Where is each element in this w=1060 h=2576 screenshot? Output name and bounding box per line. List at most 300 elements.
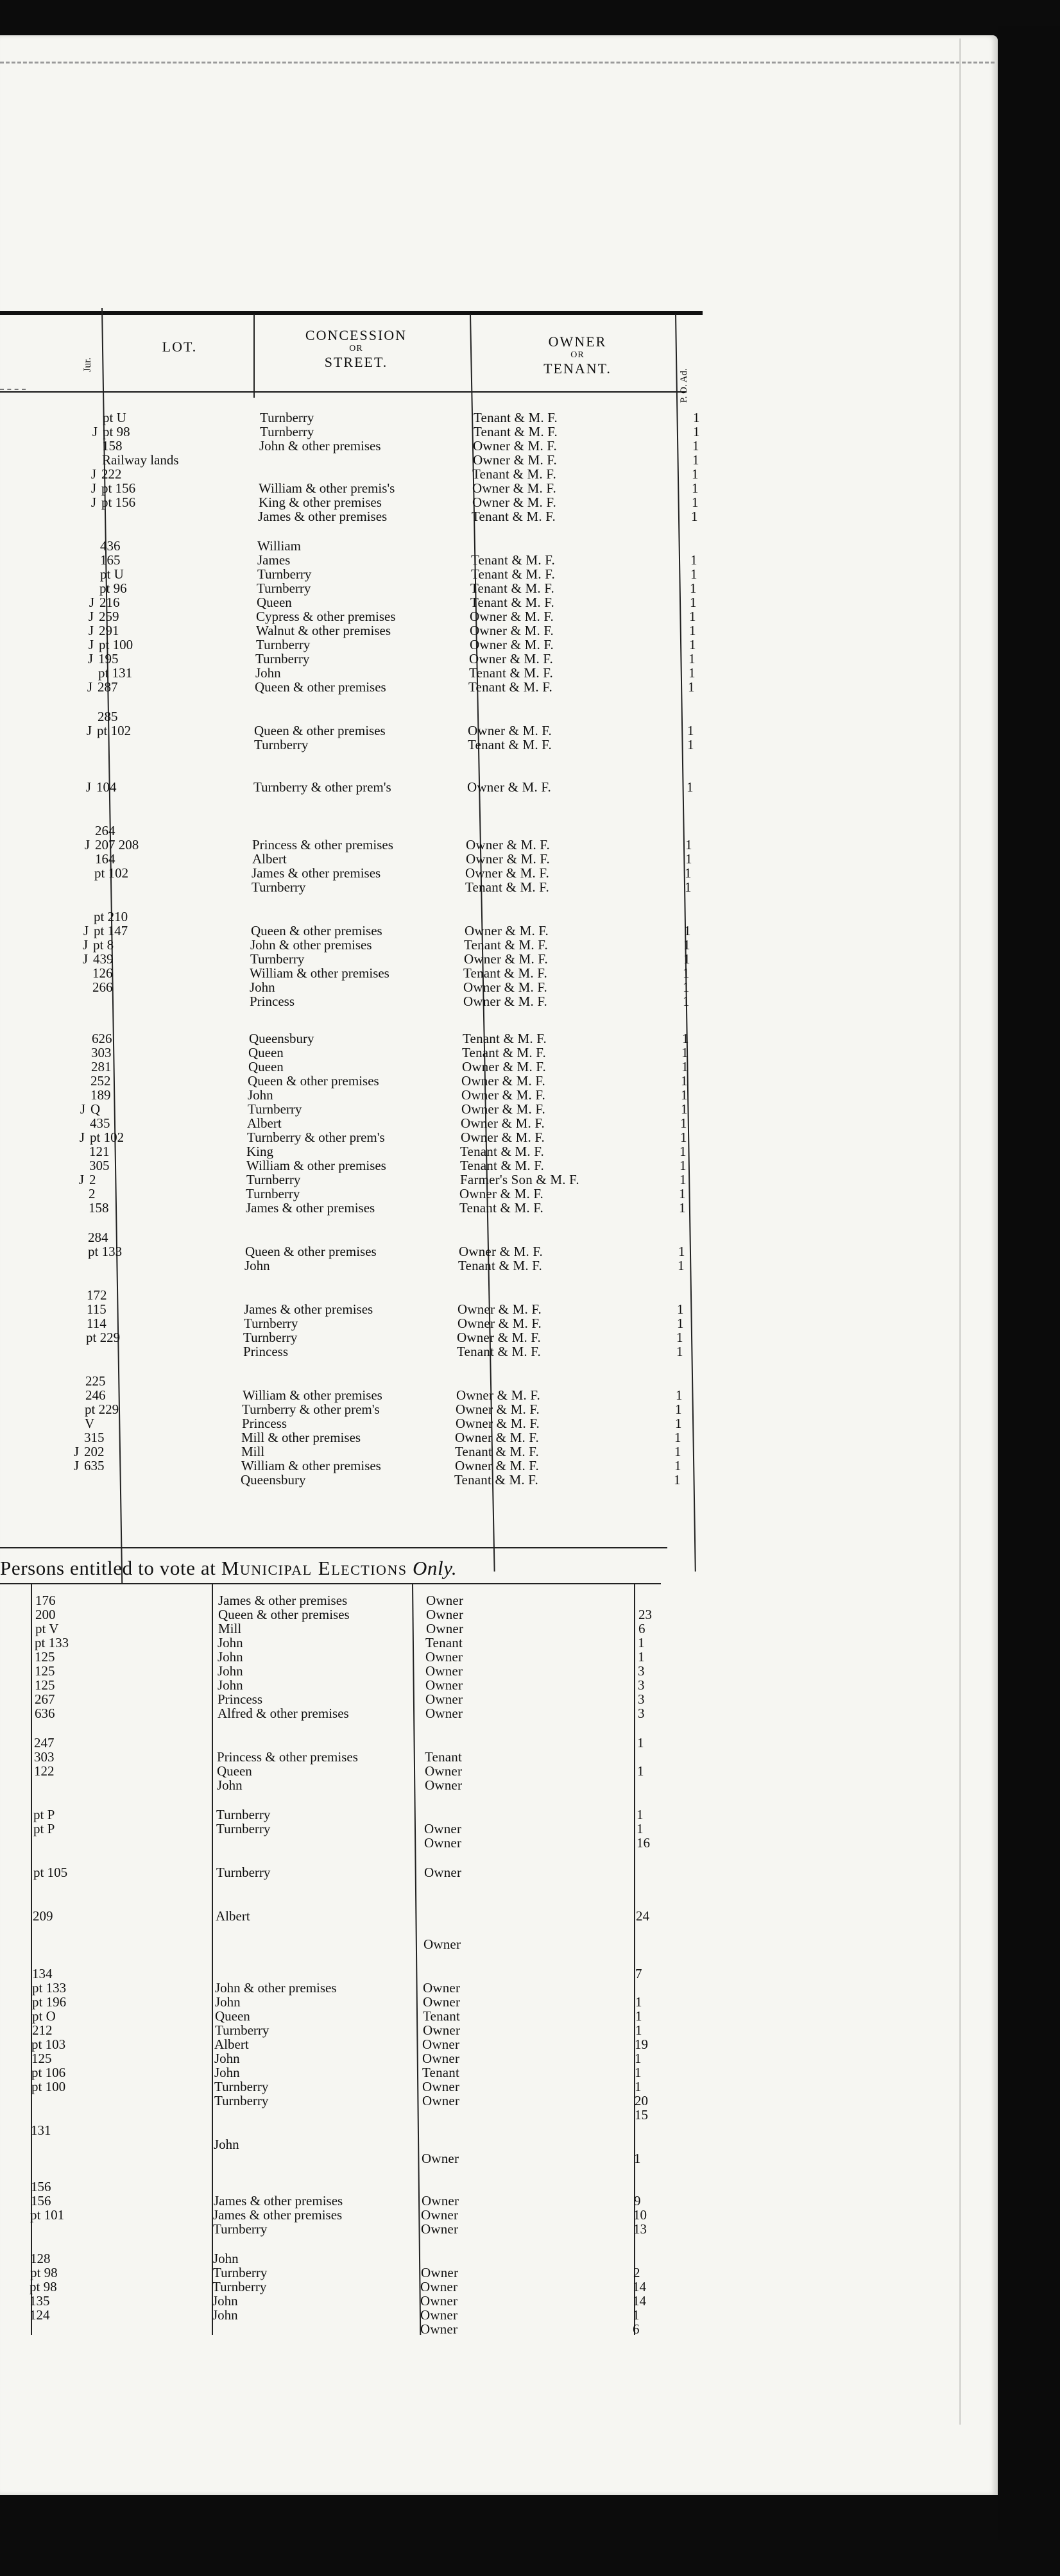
owner-tenant: Tenant	[425, 1749, 463, 1765]
lot-number: pt 131	[98, 665, 133, 681]
po-address: 1	[680, 1172, 687, 1187]
street-name: Princess	[242, 1416, 287, 1431]
po-address: 1	[692, 452, 699, 468]
lot-number: 164	[95, 851, 115, 867]
street-header-line2: STREET.	[324, 354, 388, 370]
street-name: Queen	[248, 1045, 284, 1060]
owner-tenant: Owner & M. F.	[456, 1402, 540, 1417]
lot-number: 305	[89, 1158, 110, 1173]
lot-number: pt V	[35, 1621, 59, 1636]
street-name: Mill	[218, 1621, 242, 1636]
lot-number: pt 98	[30, 2265, 58, 2280]
owner-tenant: Owner & M. F.	[468, 723, 552, 738]
po-address: 24	[636, 1908, 649, 1924]
street-name: John	[255, 665, 281, 681]
street-name: Turnberry	[214, 2093, 269, 2108]
po-address: 1	[691, 509, 698, 524]
street-name: John	[214, 2051, 240, 2066]
po-address: 14	[633, 2293, 646, 2309]
owner-tenant: Owner	[425, 1663, 463, 1679]
po-address: 1	[674, 1458, 681, 1473]
street-name: John	[218, 1677, 243, 1693]
heading-suffix: Only.	[412, 1557, 457, 1579]
lot-number: 131	[31, 2123, 51, 2138]
po-address: 1	[679, 1200, 686, 1216]
owner-tenant: Owner	[426, 1593, 464, 1608]
street-name: Queen	[257, 595, 292, 610]
lot-number: 122	[34, 1763, 55, 1779]
po-address: 1	[635, 2008, 642, 2024]
street-name: Turnberry	[246, 1186, 300, 1201]
po-address: 15	[635, 2107, 648, 2123]
po-address: 1	[692, 466, 699, 482]
lot-number: 315	[84, 1430, 105, 1445]
lot-number: 259	[99, 609, 119, 624]
owner-tenant: Tenant & M. F.	[470, 580, 554, 596]
street-name: William & other premises	[246, 1158, 386, 1173]
po-address: 1	[693, 410, 700, 425]
lot-number: pt 210	[94, 909, 128, 924]
street-name: Queensbury	[241, 1472, 306, 1487]
lot-number: pt 156	[101, 495, 136, 510]
lot-number: 303	[91, 1045, 112, 1060]
lot-number: pt 96	[99, 580, 127, 596]
street-name: John	[218, 1663, 243, 1679]
jurisdiction-mark: J	[73, 1458, 79, 1473]
po-address: 1	[688, 665, 696, 681]
owner-tenant: Owner & M. F.	[456, 1416, 540, 1431]
street-name: John	[250, 979, 275, 995]
lot-number: 291	[99, 623, 119, 638]
po-address: 1	[674, 1430, 681, 1445]
owner-tenant: Owner	[423, 1994, 461, 2010]
lot-number: 115	[87, 1301, 107, 1317]
po-address: 3	[638, 1677, 645, 1693]
owner-header-or: OR	[570, 350, 585, 360]
lot-number: pt 133	[35, 1635, 69, 1650]
po-address: 1	[692, 480, 699, 496]
street-name: King	[246, 1144, 273, 1159]
po-address: 1	[683, 979, 690, 995]
po-address: 1	[692, 495, 699, 510]
owner-tenant: Owner & M. F.	[459, 1244, 543, 1259]
owner-tenant: Owner	[422, 2193, 459, 2208]
street-name: Princess	[218, 1691, 262, 1707]
po-address: 6	[633, 2321, 640, 2337]
street-header-or: OR	[349, 344, 363, 353]
po-address: 1	[638, 1635, 645, 1650]
street-name: Queen & other premises	[255, 679, 386, 695]
owner-tenant: Owner	[425, 1777, 463, 1793]
po-address: 1	[681, 1073, 688, 1089]
owner-tenant: Owner & M. F.	[461, 1130, 545, 1145]
street-name: John	[244, 1258, 270, 1273]
owner-tenant: Tenant & M. F.	[472, 466, 556, 482]
owner-header-line2: TENANT.	[543, 360, 611, 377]
lot-number: 135	[30, 2293, 50, 2309]
street-name: John	[212, 2293, 238, 2309]
street-name: Queen & other premises	[245, 1244, 377, 1259]
owner-tenant: Owner	[424, 1821, 462, 1836]
lot-number: pt 229	[86, 1330, 121, 1345]
street-name: Mill & other premises	[241, 1430, 361, 1445]
lot-number: 626	[92, 1031, 112, 1046]
street-name: John	[212, 2307, 238, 2323]
heading-caps: Municipal Elections	[221, 1557, 407, 1579]
po-address: 1	[675, 1416, 682, 1431]
street-name: Mill	[241, 1444, 265, 1459]
po-address: 1	[633, 2307, 640, 2323]
owner-tenant: Owner & M. F.	[463, 994, 547, 1009]
po-address: 1	[683, 965, 690, 981]
owner-tenant: Owner	[425, 1706, 463, 1721]
owner-tenant: Owner	[425, 1691, 463, 1707]
po-address: 13	[633, 2221, 647, 2237]
street-name: Turnberry	[216, 1821, 271, 1836]
street-name: John	[248, 1087, 273, 1103]
po-address: 14	[633, 2279, 646, 2294]
po-address: 1	[635, 2065, 642, 2080]
lot-column-header: LOT.	[162, 339, 198, 355]
street-name: Queen	[248, 1059, 284, 1074]
po-address: 1	[683, 951, 690, 967]
owner-tenant: Owner & M. F.	[465, 923, 549, 938]
owner-tenant: Tenant & M. F.	[465, 879, 549, 895]
lot-number: 303	[34, 1749, 55, 1765]
street-name: Princess	[250, 994, 295, 1009]
owner-tenant: Owner & M. F.	[456, 1387, 540, 1403]
owner-tenant: Owner	[422, 2051, 460, 2066]
lot-number: pt 100	[31, 2079, 66, 2094]
po-address: 1	[678, 1244, 685, 1259]
owner-tenant: Tenant & M. F.	[464, 937, 548, 953]
owner-tenant: Tenant & M. F.	[474, 424, 558, 439]
lot-number: 156	[31, 2179, 51, 2194]
lot-number: pt 196	[32, 1994, 67, 2010]
street-name: Princess & other premises	[252, 837, 393, 852]
street-name: Turnberry	[246, 1172, 301, 1187]
street-name: Princess & other premises	[217, 1749, 358, 1765]
lot-number: 436	[100, 538, 121, 554]
po-address: 1	[688, 651, 696, 666]
street-name: Turnberry	[260, 410, 314, 425]
owner-tenant: Tenant & M. F.	[455, 1444, 539, 1459]
street-name: James & other premises	[218, 1593, 348, 1608]
owner-tenant: Owner	[423, 1980, 461, 1996]
po-address: 1	[680, 1158, 687, 1173]
lot-number: pt 102	[94, 865, 129, 881]
po-address: 1	[680, 1130, 687, 1145]
street-name: James & other premises	[213, 2207, 343, 2223]
owner-tenant: Owner & M. F.	[470, 623, 554, 638]
po-address: 1	[687, 723, 694, 738]
street-name: John	[218, 1649, 243, 1665]
jur-column-header: Jur.	[82, 357, 93, 372]
po-address: 1	[685, 837, 692, 852]
street-name: Albert	[214, 2037, 249, 2052]
po-address: 1	[676, 1344, 683, 1359]
po-address: 1	[678, 1258, 685, 1273]
street-name: King & other premises	[259, 495, 382, 510]
lot-number: 202	[84, 1444, 105, 1459]
owner-tenant: Owner	[426, 1621, 464, 1636]
lot-number: pt 8	[93, 937, 114, 953]
heading-prefix: Persons entitled to vote at	[0, 1557, 216, 1579]
street-name: Turnberry	[214, 2079, 269, 2094]
owner-tenant: Tenant & M. F.	[469, 665, 553, 681]
street-name: Queen & other premises	[248, 1073, 379, 1089]
po-address: 1	[637, 1763, 644, 1779]
jurisdiction-mark: J	[87, 651, 93, 666]
lot-number: 267	[35, 1691, 55, 1707]
po-address: 1	[690, 566, 697, 582]
owner-tenant: Owner	[426, 1607, 464, 1622]
lot-number: 281	[91, 1059, 112, 1074]
po-address: 19	[635, 2037, 648, 2052]
owner-tenant: Tenant & M. F.	[463, 965, 547, 981]
owner-tenant: Owner & M. F.	[455, 1430, 539, 1445]
po-address: 1	[680, 1144, 687, 1159]
lot-number: 266	[92, 979, 113, 995]
owner-tenant: Tenant & M. F.	[470, 595, 554, 610]
owner-tenant: Owner & M. F.	[455, 1458, 539, 1473]
po-address: 20	[635, 2093, 648, 2108]
lot-number: 212	[32, 2022, 53, 2038]
street-name: John	[217, 1777, 243, 1793]
street-name: John & other premises	[215, 1980, 337, 1996]
street-name: John	[218, 1635, 243, 1650]
street-name: Turnberry	[256, 637, 311, 652]
street-name: Queen	[215, 2008, 250, 2024]
po-address: 6	[638, 1621, 645, 1636]
street-name: Queensbury	[249, 1031, 314, 1046]
owner-tenant: Owner & M. F.	[462, 1059, 546, 1074]
lot-number: 285	[98, 709, 118, 724]
po-address: 3	[638, 1663, 645, 1679]
owner-tenant: Owner & M. F.	[473, 438, 557, 453]
owner-tenant: Owner	[422, 2079, 460, 2094]
owner-tenant: Owner	[420, 2321, 458, 2337]
po-address: 1	[687, 779, 694, 795]
po-address: 1	[679, 1186, 686, 1201]
lot-number: 252	[90, 1073, 111, 1089]
po-address: 7	[635, 1966, 642, 1981]
street-name: Queen & other premises	[251, 923, 382, 938]
street-name: James & other premises	[246, 1200, 375, 1216]
lot-number: 246	[85, 1387, 106, 1403]
po-address: 1	[680, 1115, 687, 1131]
po-address: 1	[634, 2151, 641, 2166]
owner-tenant: Owner	[422, 2151, 459, 2166]
street-name: Cypress & other premises	[256, 609, 396, 624]
lot-number: 125	[35, 1663, 55, 1679]
owner-tenant: Owner	[425, 1677, 463, 1693]
po-address: 1	[689, 623, 696, 638]
lot-number: 125	[31, 2051, 52, 2066]
jurisdiction-mark: J	[83, 923, 89, 938]
lot-number: 209	[33, 1908, 53, 1924]
po-address: 1	[685, 879, 692, 895]
lot-number: 247	[34, 1735, 55, 1750]
street-name: William & other premis's	[259, 480, 395, 496]
po-address: 3	[638, 1706, 645, 1721]
street-name: Queen & other premises	[254, 723, 386, 738]
street-name: Turnberry	[213, 2265, 268, 2280]
po-address: 1	[635, 2051, 642, 2066]
po-column-header: P. O. Ad.	[679, 368, 689, 403]
owner-tenant: Owner	[423, 2022, 461, 2038]
street-name: James & other premises	[244, 1301, 373, 1317]
street-name: Turnberry	[257, 566, 312, 582]
lot-number: 225	[85, 1373, 106, 1389]
owner-tenant: Owner	[423, 1936, 461, 1952]
jurisdiction-mark: J	[79, 1130, 85, 1145]
po-address: 1	[675, 1402, 682, 1417]
owner-tenant: Owner	[424, 1835, 462, 1851]
street-name: John	[214, 2137, 239, 2152]
street-name: Queen & other premises	[218, 1607, 350, 1622]
lot-number: 216	[99, 595, 120, 610]
po-address: 1	[682, 1031, 689, 1046]
owner-tenant: Owner & M. F.	[467, 779, 551, 795]
owner-tenant: Tenant & M. F.	[454, 1472, 538, 1487]
owner-tenant: Owner & M. F.	[472, 480, 556, 496]
po-address: 1	[690, 552, 697, 568]
street-name: James & other premises	[258, 509, 388, 524]
street-name: Turnberry & other prem's	[253, 779, 391, 795]
owner-tenant: Owner & M. F.	[466, 837, 550, 852]
street-name: John	[215, 1994, 241, 2010]
jurisdiction-mark: J	[90, 480, 96, 496]
owner-tenant: Owner	[420, 2293, 458, 2309]
owner-tenant: Owner & M. F.	[469, 651, 553, 666]
po-address: 1	[677, 1301, 684, 1317]
po-address: 1	[681, 1087, 688, 1103]
owner-tenant: Owner & M. F.	[457, 1330, 541, 1345]
owner-tenant: Owner	[422, 2093, 460, 2108]
owner-tenant: Owner & M. F.	[464, 951, 548, 967]
owner-tenant: Owner & M. F.	[461, 1101, 545, 1117]
owner-tenant: Tenant & M. F.	[462, 1045, 546, 1060]
owner-tenant: Owner	[420, 2307, 458, 2323]
owner-tenant: Owner & M. F.	[461, 1073, 545, 1089]
owner-tenant: Tenant & M. F.	[471, 552, 555, 568]
lot-number: 287	[98, 679, 118, 695]
lot-number: pt 100	[99, 637, 133, 652]
street-name: William	[257, 538, 301, 554]
lot-number: pt 98	[30, 2279, 57, 2294]
po-address: 10	[633, 2207, 647, 2223]
owner-tenant: Owner & M. F.	[472, 495, 556, 510]
owner-tenant: Owner & M. F.	[465, 865, 549, 881]
owner-tenant: Owner & M. F.	[470, 609, 554, 624]
jurisdiction-mark: J	[88, 637, 94, 652]
po-address: 1	[676, 1387, 683, 1403]
lot-number: 158	[102, 438, 123, 453]
lot-number: Q	[90, 1101, 101, 1117]
owner-tenant: Owner & M. F.	[461, 1115, 545, 1131]
lot-number: 124	[30, 2307, 50, 2323]
owner-header-line1: OWNER	[548, 334, 607, 350]
owner-tenant: Owner & M. F.	[459, 1186, 543, 1201]
lot-number: pt 103	[31, 2037, 66, 2052]
street-name: James & other premises	[252, 865, 381, 881]
owner-tenant: Owner	[425, 1763, 463, 1779]
owner-tenant: Owner	[422, 2037, 460, 2052]
po-address: 1	[693, 424, 700, 439]
po-address: 1	[635, 2079, 642, 2094]
owner-tenant: Owner	[424, 1865, 462, 1880]
lot-number: 435	[90, 1115, 110, 1131]
jurisdiction-mark: J	[86, 723, 92, 738]
lot-number: pt 101	[30, 2207, 65, 2223]
owner-tenant: Farmer's Son & M. F.	[460, 1172, 579, 1187]
street-name: Turnberry	[260, 424, 314, 439]
lot-number: pt P	[33, 1807, 55, 1822]
street-name: Alfred & other premises	[218, 1706, 349, 1721]
jurisdiction-mark: J	[84, 837, 90, 852]
po-address: 2	[633, 2265, 640, 2280]
lot-number: 189	[90, 1087, 111, 1103]
street-header-line1: CONCESSION	[305, 327, 407, 343]
po-address: 1	[637, 1735, 644, 1750]
street-name: Albert	[252, 851, 287, 867]
street-name: William & other premises	[243, 1387, 382, 1403]
lot-number: 207 208	[95, 837, 139, 852]
po-address: 1	[635, 1994, 642, 2010]
street-name: Turnberry & other prem's	[247, 1130, 385, 1145]
street-name: William & other premises	[250, 965, 389, 981]
jurisdiction-mark: J	[82, 937, 88, 953]
lot-number: pt P	[33, 1821, 55, 1836]
po-address: 1	[676, 1330, 683, 1345]
po-address: 1	[674, 1472, 681, 1487]
po-address: 23	[638, 1607, 652, 1622]
owner-tenant: Tenant & M. F.	[474, 410, 558, 425]
owner-tenant: Owner & M. F.	[457, 1316, 542, 1331]
street-name: John & other premises	[250, 937, 372, 953]
jurisdiction-mark: J	[92, 424, 98, 439]
lot-number: 284	[88, 1230, 108, 1245]
street-name: Turnberry & other prem's	[242, 1402, 380, 1417]
lot-number: pt 156	[101, 480, 136, 496]
lot-number: pt 229	[85, 1402, 119, 1417]
lot-number: pt 102	[97, 723, 132, 738]
street-name: Turnberry	[252, 879, 306, 895]
street-name: Turnberry	[212, 2279, 267, 2294]
owner-tenant: Tenant	[422, 2065, 460, 2080]
lot-number: pt U	[100, 566, 124, 582]
owner-tenant: Tenant & M. F.	[459, 1200, 543, 1216]
po-address: 1	[689, 609, 696, 624]
street-name: James	[257, 552, 291, 568]
street-name: Turnberry	[254, 737, 309, 752]
jurisdiction-mark: J	[88, 623, 94, 638]
owner-tenant: Owner	[421, 2265, 459, 2280]
lot-number: 165	[100, 552, 121, 568]
owner-tenant: Tenant & M. F.	[471, 566, 555, 582]
lot-number: 200	[35, 1607, 56, 1622]
po-address: 1	[674, 1444, 681, 1459]
street-name: Turnberry	[257, 580, 311, 596]
owner-tenant: Tenant & M. F.	[460, 1158, 544, 1173]
street-name: Turnberry	[255, 651, 310, 666]
street-name: James & other premises	[214, 2193, 343, 2208]
street-name: Queen	[217, 1763, 252, 1779]
lot-number: 104	[96, 779, 117, 795]
street-name: Princess	[243, 1344, 288, 1359]
jurisdiction-mark: J	[88, 609, 94, 624]
